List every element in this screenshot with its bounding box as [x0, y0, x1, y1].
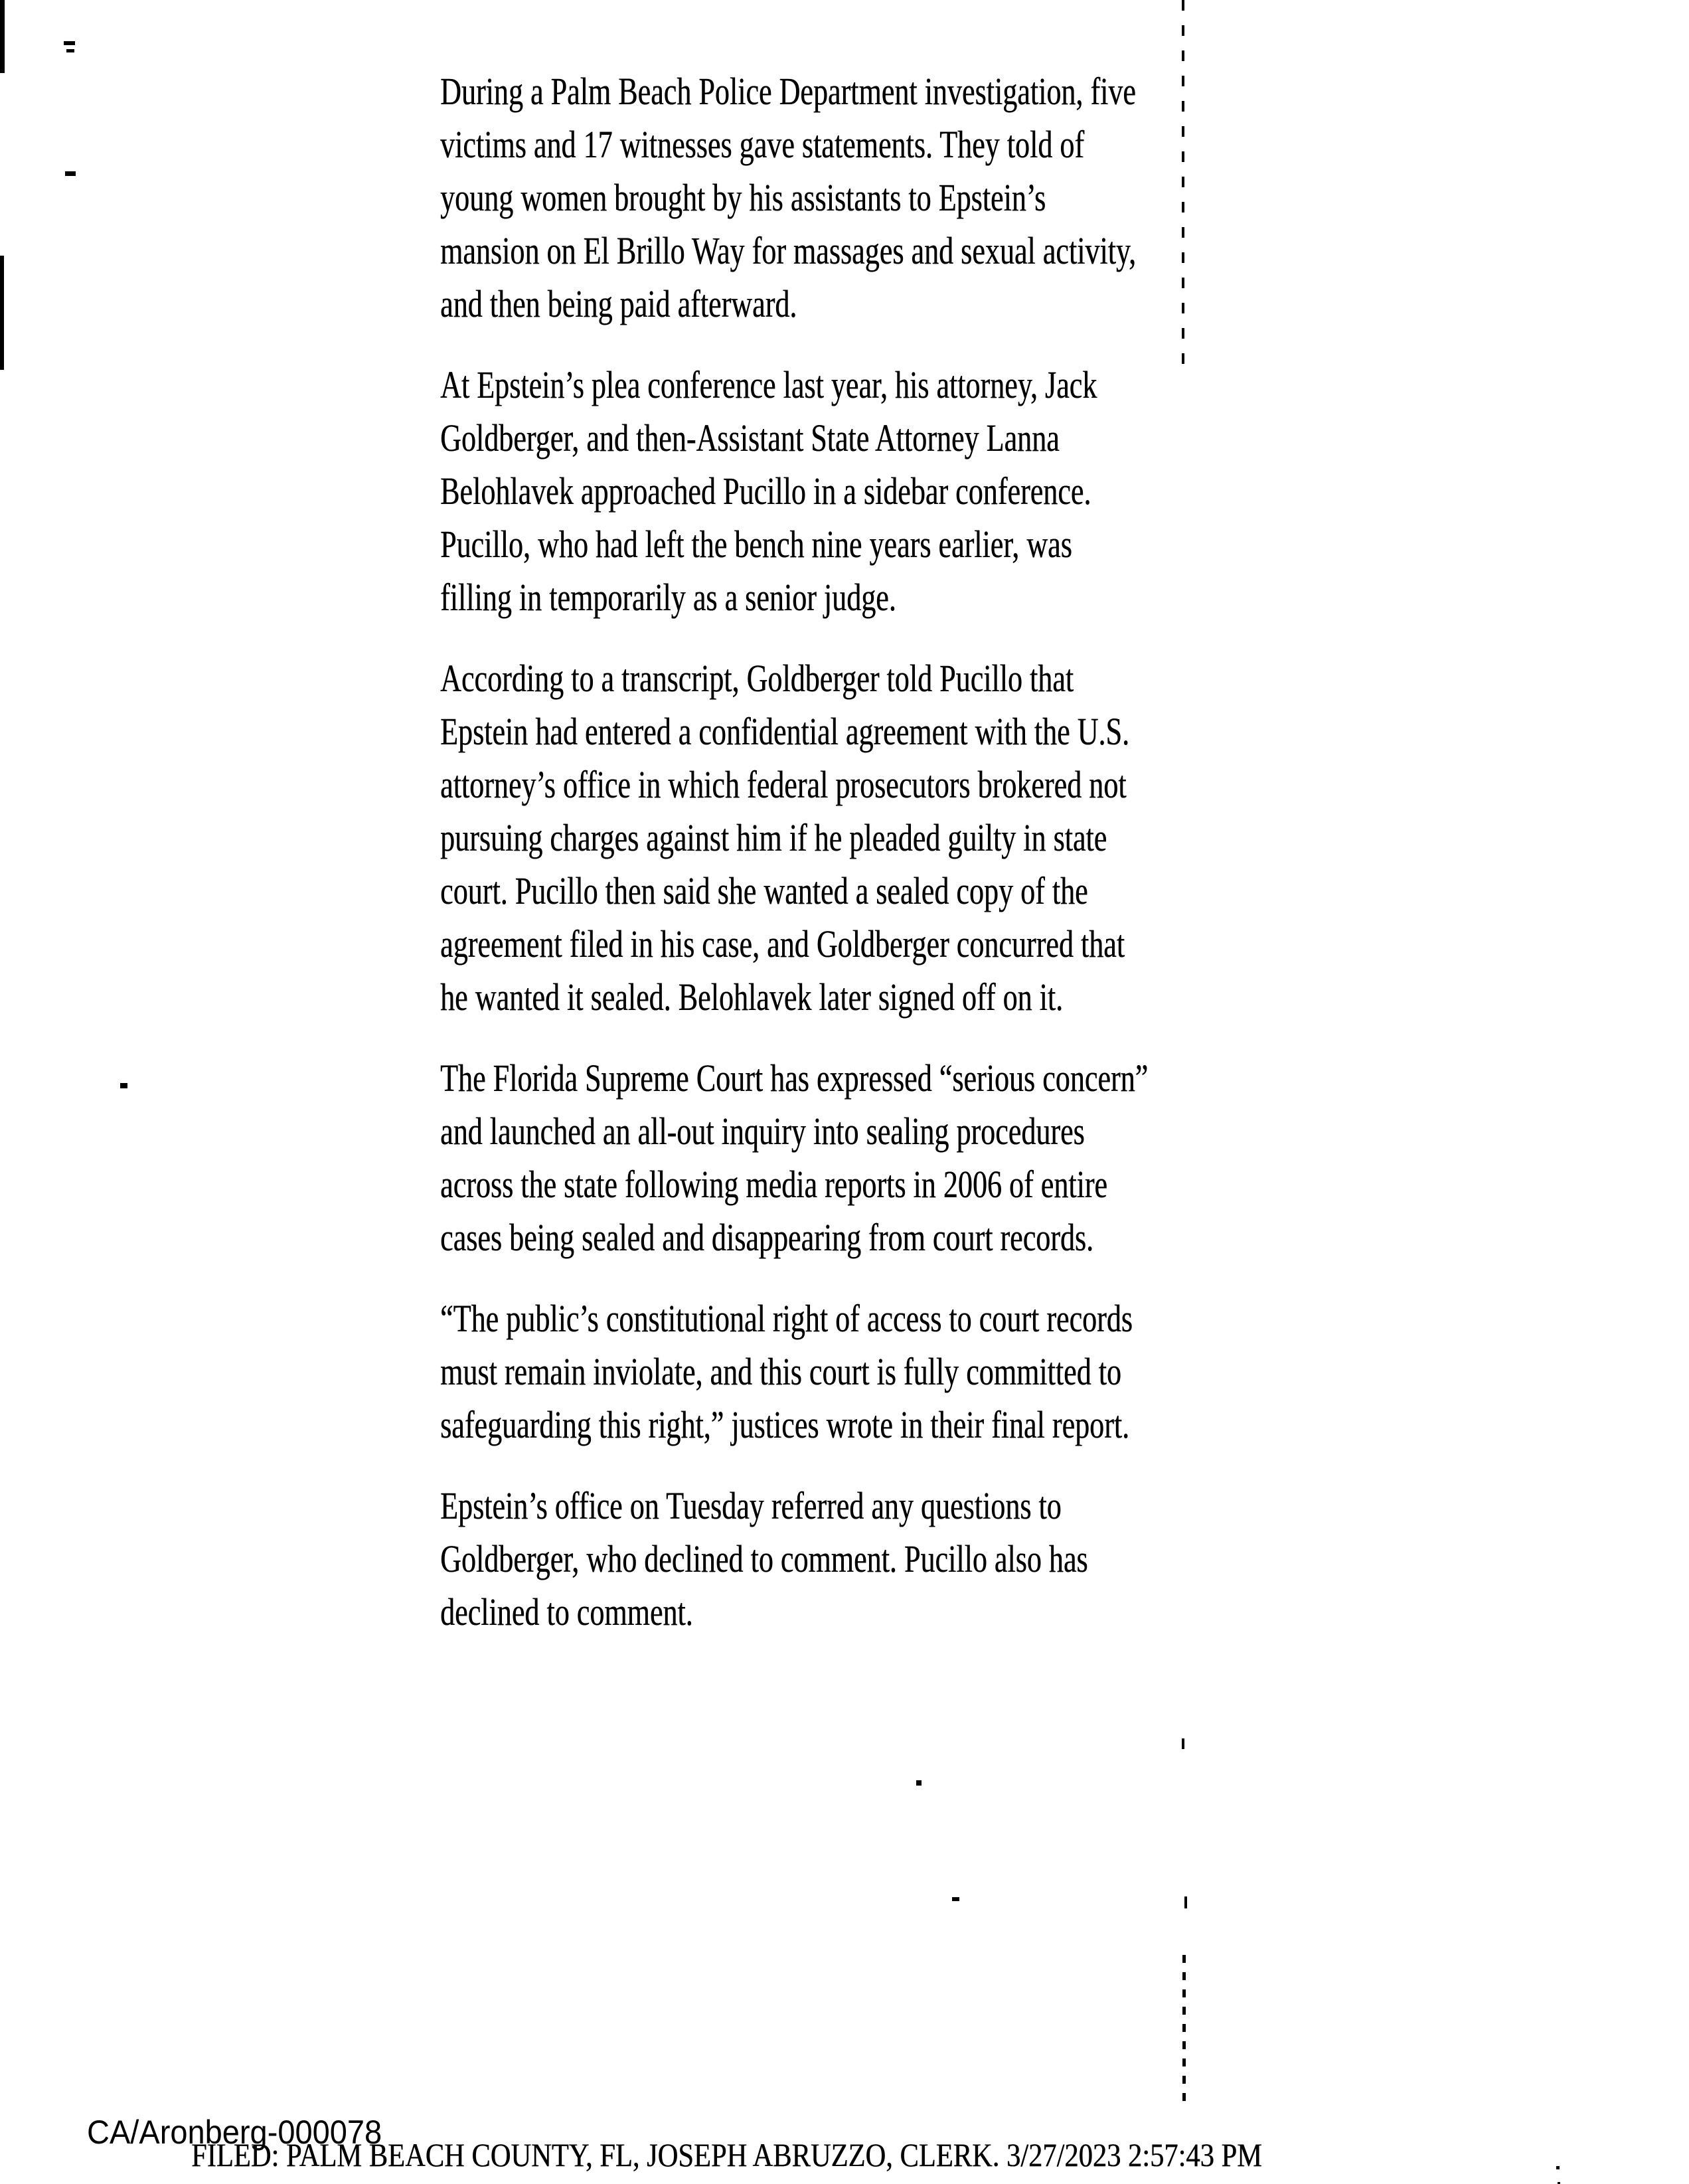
text-line: Epstein’s office on Tuesday referred any questions to: [440, 1484, 1062, 1527]
scan-speck-artifact: [916, 1780, 922, 1786]
scan-edge-artifact: [0, 256, 4, 370]
scan-speck-artifact: [1556, 2166, 1560, 2169]
text-line: must remain inviolate, and this court is fully committed to: [440, 1350, 1121, 1393]
text-line: attorney’s office in which federal prosecutors brokered not: [440, 763, 1127, 806]
scan-speck-artifact: [952, 1897, 959, 1901]
scan-speck-artifact: [120, 1083, 127, 1088]
scan-speck-artifact: [64, 41, 75, 45]
paragraph: [440, 1479, 1303, 1639]
text-line: safeguarding this right,” justices wrote in their final report.: [440, 1403, 1130, 1446]
text-line: Belohlavek approached Pucillo in a sidebar conference.: [440, 469, 1091, 513]
text-line: across the state following media reports in 2006 of entire: [440, 1163, 1108, 1206]
text-line: The Florida Supreme Court has expressed “serious concern”: [440, 1056, 1149, 1100]
text-line: Epstein had entered a confidential agreement with the U.S.: [440, 710, 1129, 753]
scan-speck-artifact: [65, 171, 76, 176]
paragraph: [440, 652, 1303, 1024]
text-line: court. Pucillo then said she wanted a sealed copy of the: [440, 869, 1088, 912]
text-line: According to a transcript, Goldberger told Pucillo that: [440, 657, 1074, 700]
bates-number: CA/Aronberg-000078: [87, 2114, 382, 2151]
paragraph: [440, 1292, 1303, 1452]
text-line: and launched an all-out inquiry into sealing procedures: [440, 1110, 1085, 1153]
scan-speck-artifact: [66, 49, 74, 52]
dashed-line-artifact-bottom: [1182, 1955, 1186, 2102]
text-line: agreement filed in his case, and Goldberger concurred that: [440, 922, 1125, 966]
text-line: declined to comment.: [440, 1590, 693, 1634]
text-line: At Epstein’s plea conference last year, his attorney, Jack: [440, 363, 1097, 406]
scan-speck-artifact: [1182, 1738, 1184, 1749]
filing-stamp: FILED: PALM BEACH COUNTY, FL, JOSEPH ABRUZZO, CLERK. 3/27/2023 2:57:43 PM: [191, 2136, 1262, 2173]
text-line: and then being paid afterward.: [440, 282, 797, 325]
text-line: During a Palm Beach Police Department investigation, five: [440, 70, 1136, 113]
paragraph: [440, 1052, 1303, 1264]
text-line: he wanted it sealed. Belohlavek later signed off on it.: [440, 975, 1064, 1019]
paragraph: [440, 65, 1303, 331]
text-line: mansion on El Brillo Way for massages and sexual activity,: [440, 229, 1137, 272]
paragraph: [440, 359, 1303, 624]
text-line: young women brought by his assistants to Epstein’s: [440, 176, 1046, 219]
text-line: pursuing charges against him if he pleaded guilty in state: [440, 816, 1107, 859]
text-line: cases being sealed and disappearing from court records.: [440, 1216, 1094, 1259]
text-line: victims and 17 witnesses gave statements. They told of: [440, 123, 1084, 166]
text-line: Goldberger, and then-Assistant State Attorney Lanna: [440, 416, 1060, 460]
text-line: “The public’s constitutional right of access to court records: [440, 1297, 1133, 1340]
scan-speck-artifact: [1184, 1896, 1187, 1908]
text-line: Pucillo, who had left the bench nine years earlier, was: [440, 523, 1072, 566]
text-line: filling in temporarily as a senior judge.: [440, 576, 896, 619]
article-body: [440, 65, 1303, 1667]
scan-edge-artifact: [0, 0, 5, 73]
text-line: Goldberger, who declined to comment. Pucillo also has: [440, 1537, 1088, 1580]
